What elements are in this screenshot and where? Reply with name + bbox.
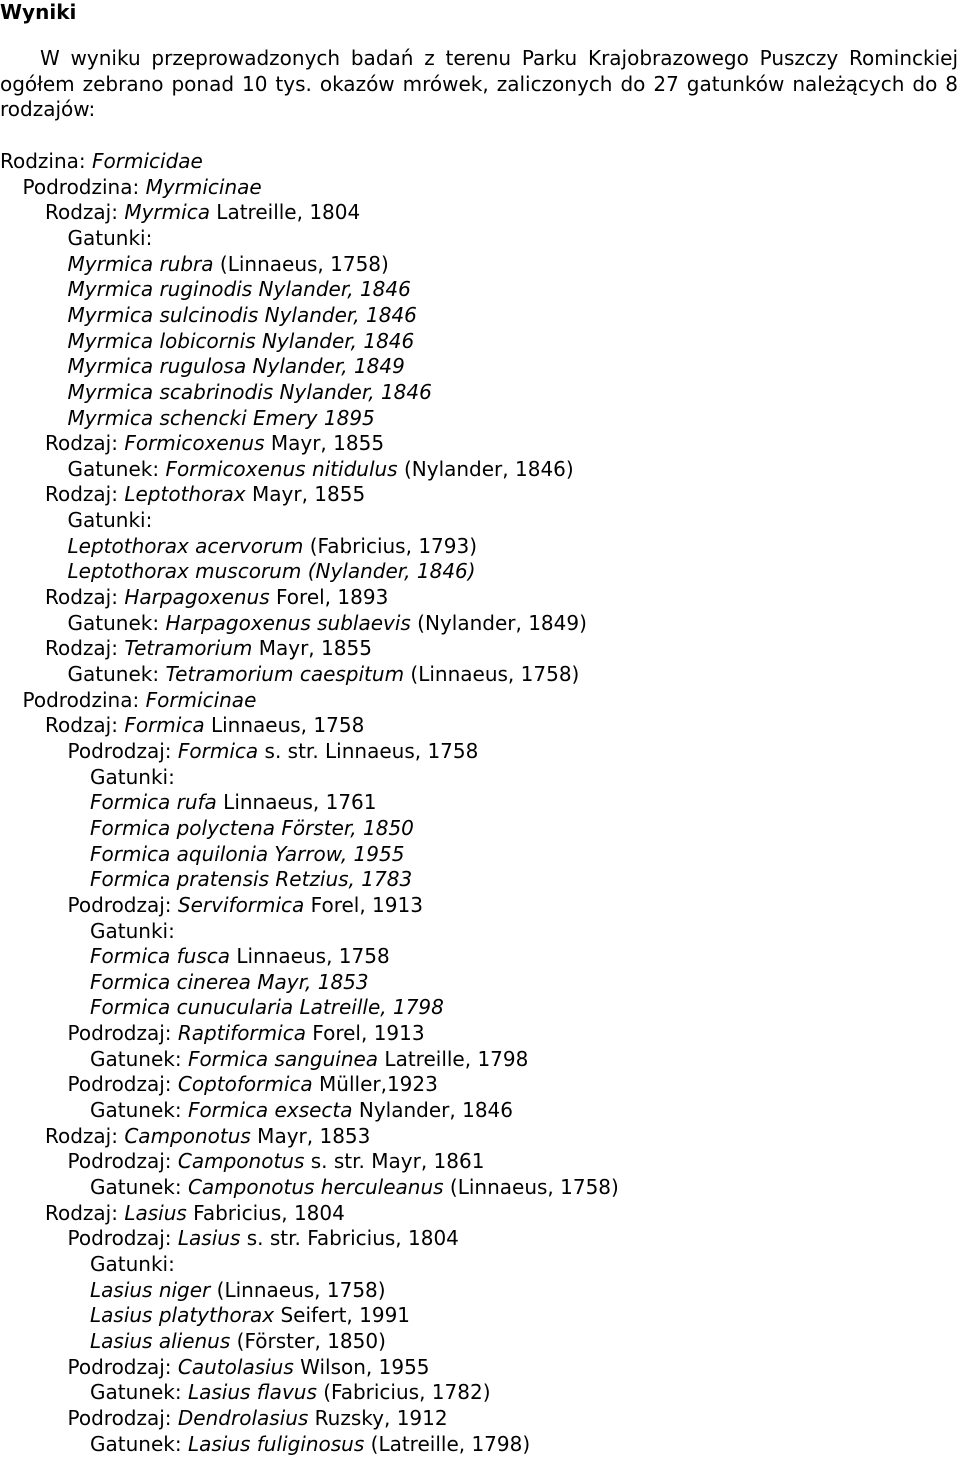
taxon-name: Harpagoxenus sublaevis bbox=[165, 610, 411, 635]
taxon-line bbox=[68, 893, 423, 917]
taxon-line bbox=[68, 1355, 430, 1379]
taxon-text: Gatunki: bbox=[90, 1251, 175, 1276]
taxon-text: Rodzaj: bbox=[45, 1200, 125, 1225]
taxon-line bbox=[90, 1098, 513, 1122]
taxon-line bbox=[68, 457, 574, 481]
taxon-name: Lasius fuliginosus bbox=[187, 1431, 365, 1456]
taxon-line bbox=[90, 867, 412, 891]
taxon-name: Formica aquilonia Yarrow, 1955 bbox=[90, 841, 405, 866]
taxon-line bbox=[68, 329, 415, 353]
taxon-text: Linnaeus, 1758 bbox=[230, 944, 390, 969]
taxon-text: Gatunek: bbox=[90, 1098, 188, 1123]
taxon-text: Gatunek: bbox=[90, 1431, 188, 1456]
taxon-line bbox=[68, 277, 411, 301]
taxon-line bbox=[68, 1149, 485, 1173]
taxon-name: Formica cinerea Mayr, 1853 bbox=[90, 969, 369, 994]
taxon-text: Latreille, 1804 bbox=[209, 200, 361, 225]
taxon-text: (Linnaeus, 1758) bbox=[213, 251, 389, 276]
taxon-text: Gatunek: bbox=[67, 456, 166, 481]
taxon-text: Linnaeus, 1758 bbox=[204, 713, 365, 738]
taxon-line bbox=[68, 226, 153, 250]
taxon-text: Rodzina: bbox=[0, 149, 93, 173]
taxon-text: Gatunki: bbox=[67, 508, 153, 533]
taxon-line bbox=[90, 765, 175, 789]
taxon-text: (Nylander, 1846) bbox=[397, 456, 574, 481]
taxon-text: Forel, 1913 bbox=[305, 1021, 425, 1046]
taxon-text: (Förster, 1850) bbox=[230, 1328, 386, 1353]
taxon-line bbox=[45, 431, 384, 455]
taxon-name: Formica rufa bbox=[90, 790, 217, 815]
taxon-text: Gatunki: bbox=[90, 764, 175, 789]
taxon-line bbox=[23, 175, 262, 199]
taxon-text: Müller,1923 bbox=[312, 1072, 438, 1097]
taxon-name: Lasius platythorax bbox=[90, 1303, 275, 1328]
taxon-text: Podrodzaj: bbox=[67, 738, 178, 763]
taxon-text: Gatunki: bbox=[90, 918, 175, 943]
taxon-text: Seifert, 1991 bbox=[274, 1303, 411, 1328]
taxon-name: Tetramorium bbox=[124, 636, 253, 661]
taxon-line bbox=[45, 482, 365, 506]
taxon-text: Mayr, 1855 bbox=[252, 636, 372, 661]
taxon-text: (Linnaeus, 1758) bbox=[443, 1175, 619, 1199]
taxon-text: (Linnaeus, 1758) bbox=[404, 662, 580, 686]
taxon-text: Gatunek: bbox=[67, 610, 166, 635]
taxon-line bbox=[23, 688, 257, 712]
taxon-line bbox=[0, 149, 203, 173]
taxon-text: Wilson, 1955 bbox=[293, 1354, 430, 1379]
intro-paragraph: W wyniku przeprowadzonych badań z terenu Parku Krajobrazowego Puszczy Rominckiej ogółem zebrano ponad 10 tys. okazów mrówek, zaliczonych do 27 gatunków należących do 8 rodzajów: bbox=[0, 46, 958, 121]
taxon-line bbox=[90, 1380, 491, 1404]
taxon-text: Podrodzina: bbox=[22, 687, 146, 712]
taxon-line bbox=[90, 919, 175, 943]
taxon-name: Formicidae bbox=[92, 149, 203, 173]
taxon-name: Myrmicinae bbox=[145, 174, 262, 199]
taxon-name: Formicoxenus bbox=[124, 431, 265, 456]
taxon-line bbox=[45, 200, 360, 224]
taxon-line bbox=[45, 1201, 345, 1225]
taxon-line bbox=[68, 1226, 459, 1250]
taxon-name: Lasius alienus bbox=[90, 1328, 231, 1353]
taxon-text: Latreille, 1798 bbox=[378, 1046, 529, 1071]
taxon-text: Podrodzaj: bbox=[67, 1405, 178, 1430]
taxon-name: Dendrolasius bbox=[177, 1405, 309, 1430]
taxon-name: Myrmica ruginodis Nylander, 1846 bbox=[67, 277, 411, 302]
taxon-name: Formica exsecta bbox=[187, 1098, 353, 1123]
taxon-name: Formica bbox=[177, 738, 259, 763]
taxon-text: Linnaeus, 1761 bbox=[216, 790, 377, 815]
taxon-line bbox=[90, 1303, 410, 1327]
taxon-text: Rodzaj: bbox=[45, 713, 125, 738]
taxon-name: Formica cunucularia Latreille, 1798 bbox=[90, 995, 444, 1020]
taxon-name: Myrmica bbox=[124, 200, 210, 225]
section-heading: Wyniki bbox=[0, 0, 77, 24]
taxon-line bbox=[68, 1406, 448, 1430]
taxon-text: (Linnaeus, 1758) bbox=[210, 1277, 386, 1302]
taxon-line bbox=[68, 252, 389, 276]
taxon-line bbox=[68, 534, 478, 558]
taxon-line bbox=[90, 944, 390, 968]
taxon-text: s. str. Mayr, 1861 bbox=[304, 1149, 485, 1174]
taxon-text: Podrodzaj: bbox=[67, 1021, 178, 1046]
taxon-text: Mayr, 1855 bbox=[245, 482, 366, 507]
taxon-text: s. str. Fabricius, 1804 bbox=[240, 1226, 459, 1251]
taxon-name: Leptothorax acervorum bbox=[67, 533, 304, 558]
taxon-line bbox=[68, 508, 153, 532]
taxon-line bbox=[90, 970, 369, 994]
taxon-text: (Latreille, 1798) bbox=[364, 1431, 531, 1456]
taxon-line bbox=[68, 559, 476, 583]
taxon-name: Myrmica schencki Emery 1895 bbox=[67, 405, 375, 430]
taxon-text: Rodzaj: bbox=[45, 482, 125, 507]
taxon-name: Formica sanguinea bbox=[187, 1046, 379, 1071]
taxon-name: Camponotus bbox=[124, 1123, 251, 1148]
taxon-text: Rodzaj: bbox=[45, 636, 125, 661]
taxon-line bbox=[68, 1072, 438, 1096]
taxon-name: Leptothorax bbox=[124, 482, 246, 507]
taxon-name: Camponotus bbox=[177, 1149, 305, 1174]
taxon-text: Podrodzaj: bbox=[67, 1226, 178, 1251]
taxon-text: Gatunek: bbox=[90, 1046, 188, 1071]
taxon-text: Podrodzina: bbox=[22, 174, 146, 199]
taxon-name: Raptiformica bbox=[177, 1021, 306, 1046]
taxon-text: Forel, 1893 bbox=[269, 585, 389, 610]
taxon-line bbox=[90, 1047, 528, 1071]
taxon-name: Formica bbox=[124, 713, 205, 738]
taxon-line bbox=[45, 636, 372, 660]
taxon-line bbox=[68, 406, 375, 430]
taxon-line bbox=[68, 354, 405, 378]
taxon-name: Myrmica scabrinodis Nylander, 1846 bbox=[67, 379, 432, 404]
taxon-name: Formica fusca bbox=[90, 944, 230, 969]
taxon-line bbox=[90, 1252, 175, 1276]
taxon-line bbox=[90, 1432, 530, 1456]
taxon-line bbox=[90, 995, 444, 1019]
taxon-text: Podrodzaj: bbox=[67, 892, 178, 917]
taxon-line bbox=[45, 1124, 370, 1148]
taxon-line bbox=[68, 739, 479, 763]
taxon-text: Rodzaj: bbox=[45, 431, 125, 456]
taxon-text: (Fabricius, 1782) bbox=[316, 1380, 491, 1405]
taxon-line bbox=[90, 1329, 386, 1353]
taxon-line bbox=[90, 1278, 386, 1302]
taxon-line bbox=[90, 842, 404, 866]
taxon-name: Lasius niger bbox=[90, 1277, 211, 1302]
taxon-text: Podrodzaj: bbox=[67, 1354, 178, 1379]
taxon-name: Serviformica bbox=[177, 892, 305, 917]
taxon-text: Gatunek: bbox=[67, 662, 166, 686]
taxon-text: Rodzaj: bbox=[45, 585, 125, 610]
taxon-text: Rodzaj: bbox=[45, 200, 125, 225]
taxon-name: Tetramorium caespitum bbox=[165, 662, 405, 686]
taxon-text: Gatunek: bbox=[90, 1380, 188, 1405]
taxon-text: Podrodzaj: bbox=[67, 1072, 178, 1097]
taxon-name: Camponotus herculeanus bbox=[187, 1175, 444, 1199]
taxon-text: Rodzaj: bbox=[45, 1123, 125, 1148]
taxon-name: Formica polyctena Förster, 1850 bbox=[90, 815, 414, 840]
taxon-text: Gatunki: bbox=[67, 225, 153, 250]
taxon-line bbox=[90, 816, 414, 840]
taxon-text: Mayr, 1853 bbox=[250, 1123, 371, 1148]
taxon-name: Harpagoxenus bbox=[124, 585, 270, 610]
taxon-text: s. str. Linnaeus, 1758 bbox=[258, 738, 479, 763]
taxon-text: Ruzsky, 1912 bbox=[308, 1405, 448, 1430]
taxon-name: Formicinae bbox=[145, 687, 257, 712]
taxon-name: Myrmica rubra bbox=[67, 251, 214, 276]
taxon-text: Gatunek: bbox=[90, 1175, 188, 1199]
taxon-name: Formicoxenus nitidulus bbox=[165, 456, 398, 481]
taxon-name: Formica pratensis Retzius, 1783 bbox=[90, 867, 413, 892]
taxon-name: Myrmica rugulosa Nylander, 1849 bbox=[67, 354, 405, 379]
taxon-name: Leptothorax muscorum (Nylander, 1846) bbox=[67, 559, 476, 584]
taxon-line bbox=[68, 662, 580, 686]
taxon-text: (Nylander, 1849) bbox=[410, 610, 587, 635]
taxon-text: Nylander, 1846 bbox=[352, 1098, 513, 1123]
taxon-name: Lasius bbox=[124, 1200, 187, 1225]
taxon-name: Cautolasius bbox=[177, 1354, 294, 1379]
taxon-line bbox=[68, 1021, 425, 1045]
taxon-text: (Fabricius, 1793) bbox=[303, 533, 478, 558]
taxon-text: Forel, 1913 bbox=[304, 892, 423, 917]
taxon-line bbox=[68, 303, 417, 327]
taxon-line bbox=[45, 585, 388, 609]
taxon-line bbox=[68, 611, 587, 635]
taxon-line bbox=[68, 380, 432, 404]
taxon-name: Myrmica lobicornis Nylander, 1846 bbox=[67, 328, 415, 353]
taxon-name: Lasius flavus bbox=[187, 1380, 317, 1405]
taxon-line bbox=[45, 713, 364, 737]
taxon-name: Myrmica sulcinodis Nylander, 1846 bbox=[67, 302, 417, 327]
taxon-line bbox=[90, 790, 377, 814]
taxon-text: Mayr, 1855 bbox=[264, 431, 385, 456]
taxon-line bbox=[90, 1175, 619, 1199]
taxon-text: Fabricius, 1804 bbox=[186, 1200, 345, 1225]
taxon-name: Lasius bbox=[177, 1226, 241, 1251]
taxon-text: Podrodzaj: bbox=[67, 1149, 178, 1174]
taxon-name: Coptoformica bbox=[177, 1072, 313, 1097]
